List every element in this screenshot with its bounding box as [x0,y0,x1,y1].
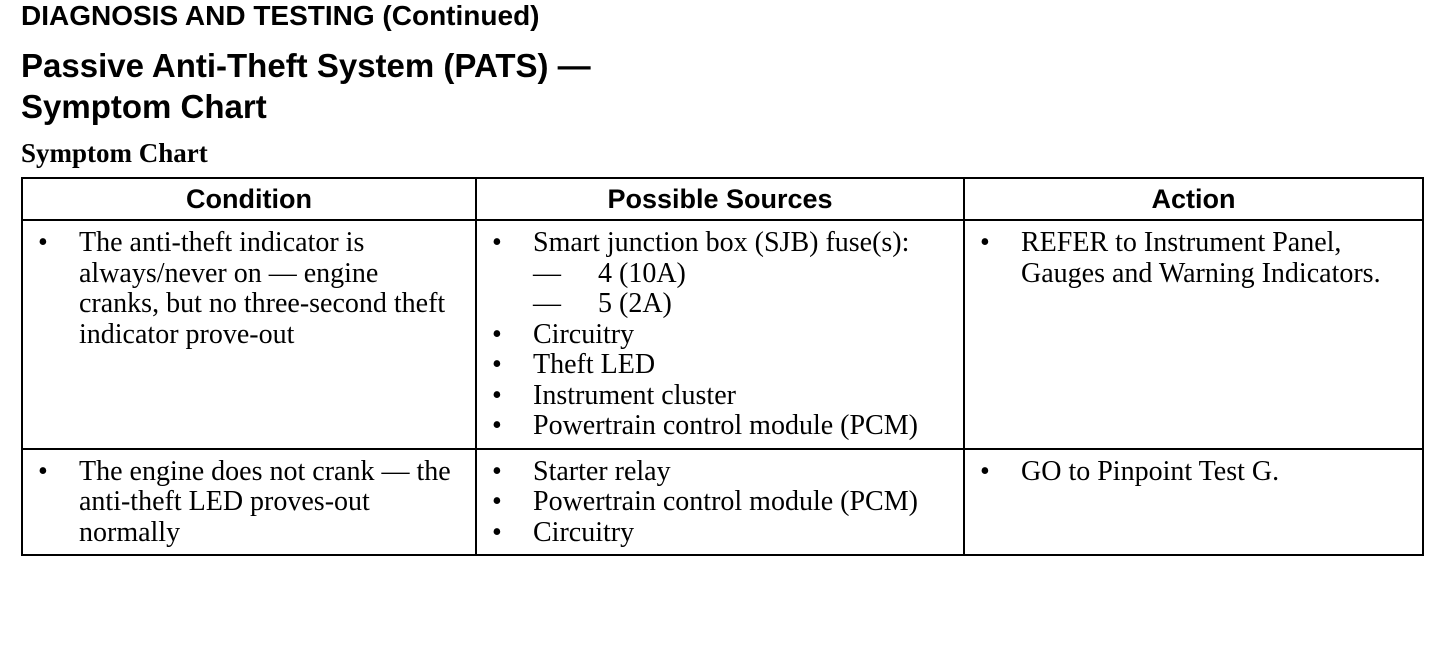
column-header-action: Action [964,178,1423,220]
action-text: • REFER to Instrument Panel, Gauges and Warning Indicators. [977,228,1410,289]
chart-label: Symptom Chart [21,138,208,168]
column-header-condition: Condition [22,178,476,220]
page-title-line-2: Symptom Chart [21,88,267,125]
table-row [22,220,1423,449]
column-header-possible-sources: Possible Sources [476,178,964,220]
action-cell [964,220,1423,449]
page-title-line-1: Passive Anti-Theft System (PATS) — [21,47,591,84]
action-cell [964,449,1423,556]
condition-cell [22,220,476,449]
table-row [22,449,1423,556]
source-item: • Instrument cluster [489,381,951,412]
condition-text: • The engine does not crank — the anti-theft LED proves-out normally [35,457,463,549]
possible-sources-cell [476,449,964,556]
fuse-item: — 5 (2A) [533,289,951,320]
source-item: • Theft LED [489,350,951,381]
source-item: • Starter relay [489,457,951,488]
source-item [489,228,951,320]
condition-text: • The anti-theft indicator is always/never on — engine cranks, but no three-second theft indicator prove-out [35,228,463,350]
source-item: • Powertrain control module (PCM) [489,411,951,442]
source-item: • Powertrain control module (PCM) [489,487,951,518]
condition-cell [22,449,476,556]
action-text: • GO to Pinpoint Test G. [977,457,1410,488]
fuse-item: — 4 (10A) [533,259,951,290]
possible-sources-cell [476,220,964,449]
source-item: • Circuitry [489,320,951,351]
section-header: DIAGNOSIS AND TESTING (Continued) [21,0,540,31]
table-header-row [22,178,1423,220]
source-text: Smart junction box (SJB) fuse(s): [533,227,910,258]
source-item: • Circuitry [489,518,951,549]
symptom-chart-table [21,177,1424,556]
